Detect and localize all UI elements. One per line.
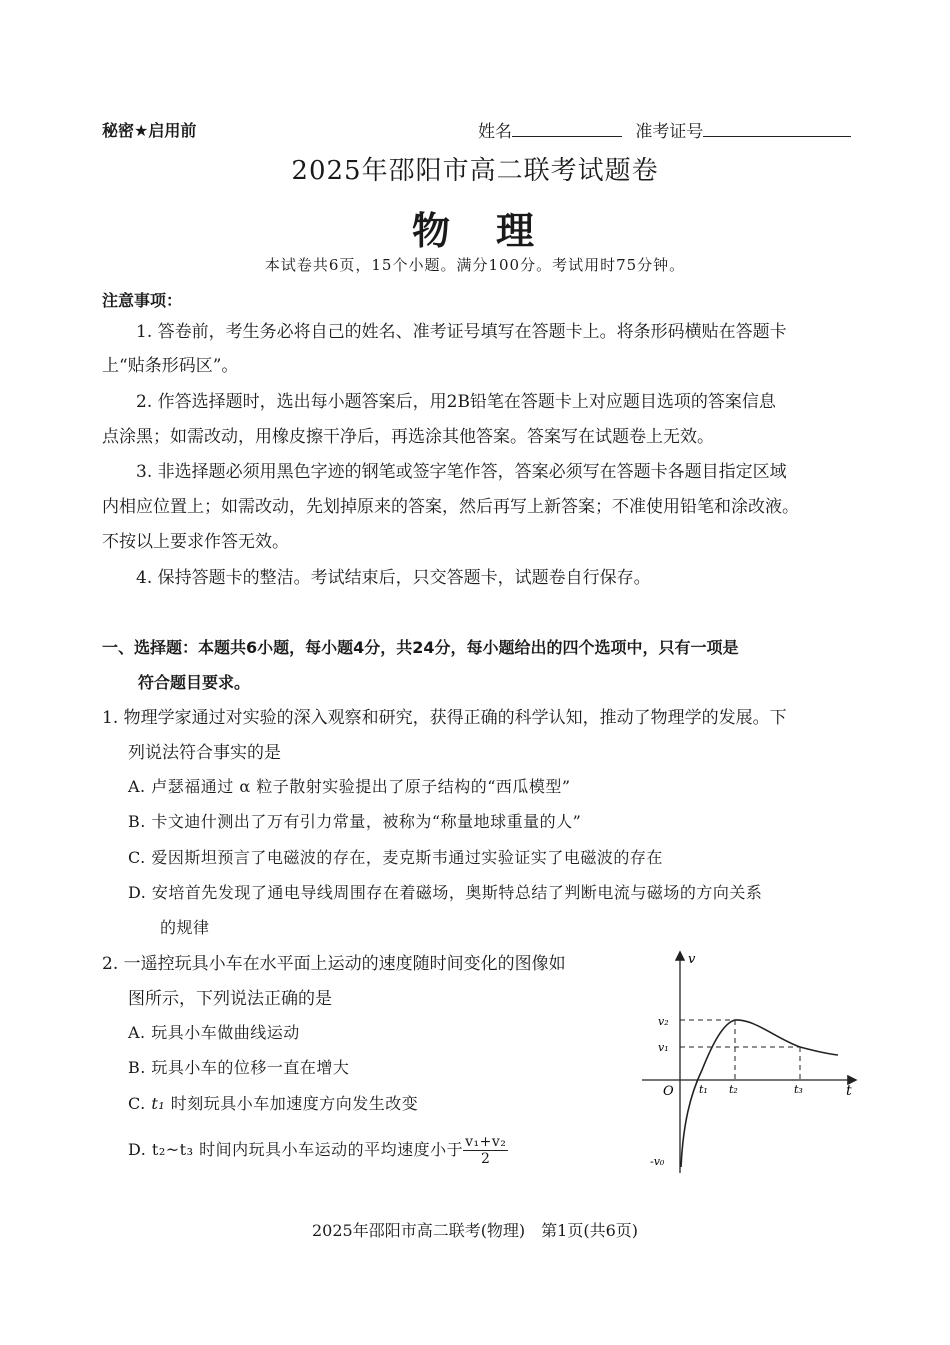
notice-1-line2: 上“贴条形码区”。 xyxy=(102,356,239,376)
q1-stem-line1: 1. 物理学家通过对实验的深入观察和研究，获得正确的科学认知，推动了物理学的发展。下 xyxy=(102,708,787,728)
vt-graph xyxy=(630,945,870,1180)
id-label: 准考证号 xyxy=(635,122,704,142)
v1-tick-label: v₁ xyxy=(658,1041,669,1054)
t3-tick-label: t₃ xyxy=(794,1083,803,1096)
origin-label: O xyxy=(663,1084,674,1099)
q2-c-var: t₁ xyxy=(151,1094,166,1113)
q2-option-b: B. 玩具小车的位移一直在增大 xyxy=(128,1058,350,1077)
notice-2-line2: 点涂黑；如需改动，用橡皮擦干净后，再选涂其他答案。答案写在试题卷上无效。 xyxy=(102,427,714,447)
notice-3-line3: 不按以上要求作答无效。 xyxy=(102,532,289,552)
exam-info: 本试卷共6页，15个小题。满分100分。考试用时75分钟。 xyxy=(264,256,686,274)
q2-d-numerator: v₁+v₂ xyxy=(465,1134,507,1150)
page-footer: 2025年邵阳市高二联考(物理) 第1页(共6页) xyxy=(311,1221,639,1240)
t2-tick-label: t₂ xyxy=(729,1083,738,1096)
id-blank xyxy=(703,120,851,137)
q2-option-a: A. 玩具小车做曲线运动 xyxy=(128,1023,300,1042)
name-blank xyxy=(512,120,622,137)
t-axis-label: t xyxy=(846,1083,852,1099)
notice-3-line2: 内相应位置上；如需改动，先划掉原来的答案，然后再写上新答案；不准使用铅笔和涂改液。 xyxy=(102,497,799,517)
name-label: 姓名 xyxy=(478,122,512,142)
q2-option-d xyxy=(128,1134,508,1167)
v0-tick-label: -v₀ xyxy=(650,1155,665,1168)
notice-heading: 注意事项： xyxy=(102,291,183,310)
v2-tick-label: v₂ xyxy=(658,1015,669,1028)
q1-option-d-line2: 的规律 xyxy=(160,918,210,937)
q2-stem-line2: 图所示，下列说法正确的是 xyxy=(128,989,332,1009)
name-field xyxy=(478,117,851,142)
secret-label: 秘密★启用前 xyxy=(102,121,197,140)
q1-stem-line2: 列说法符合事实的是 xyxy=(128,743,281,763)
notice-1-line1: 1. 答卷前，考生务必将自己的姓名、准考证号填写在答题卡上。将条形码横贴在答题卡 xyxy=(136,322,787,342)
page-title: 2025年邵阳市高二联考试题卷 xyxy=(291,156,659,186)
v-axis-label: v xyxy=(688,952,696,967)
q2-d-prefix: D. t₂~t₃ 时间内玩具小车运动的平均速度小于 xyxy=(128,1140,464,1159)
q1-option-b: B. 卡文迪什测出了万有引力常量，被称为“称量地球重量的人” xyxy=(128,812,582,831)
q2-c-prefix: C. xyxy=(128,1094,152,1113)
q2-c-text: 时刻玩具小车加速度方向发生改变 xyxy=(165,1094,419,1113)
notice-2-line1: 2. 作答选择题时，选出每小题答案后，用2B铅笔在答题卡上对应题目选项的答案信息 xyxy=(136,392,776,412)
section1-line2: 符合题目要求。 xyxy=(138,673,251,692)
q2-d-fraction xyxy=(463,1134,508,1167)
q2-d-denominator: 2 xyxy=(481,1151,491,1167)
notice-3-line1: 3. 非选择题必须用黑色字迹的钢笔或签字笔作答，答案必须写在答题卡各题目指定区域 xyxy=(136,462,787,482)
subject-title: 物 理 xyxy=(411,208,538,253)
q1-option-a: A. 卢瑟福通过 α 粒子散射实验提出了原子结构的“西瓜模型” xyxy=(128,777,571,796)
t1-tick-label: t₁ xyxy=(699,1083,708,1096)
q2-stem-line1: 2. 一遥控玩具小车在水平面上运动的速度随时间变化的图像如 xyxy=(102,954,566,974)
q2-option-c xyxy=(128,1092,418,1116)
q1-option-d-line1: D. 安培首先发现了通电导线周围存在着磁场，奥斯特总结了判断电流与磁场的方向关系 xyxy=(128,883,763,902)
notice-4-line1: 4. 保持答题卡的整洁。考试结束后，只交答题卡，试题卷自行保存。 xyxy=(136,568,651,588)
q1-option-c: C. 爱因斯坦预言了电磁波的存在，麦克斯韦通过实验证实了电磁波的存在 xyxy=(128,848,663,867)
section1-line1: 一、选择题：本题共6小题，每小题4分，共24分，每小题给出的四个选项中，只有一项是 xyxy=(102,638,739,657)
